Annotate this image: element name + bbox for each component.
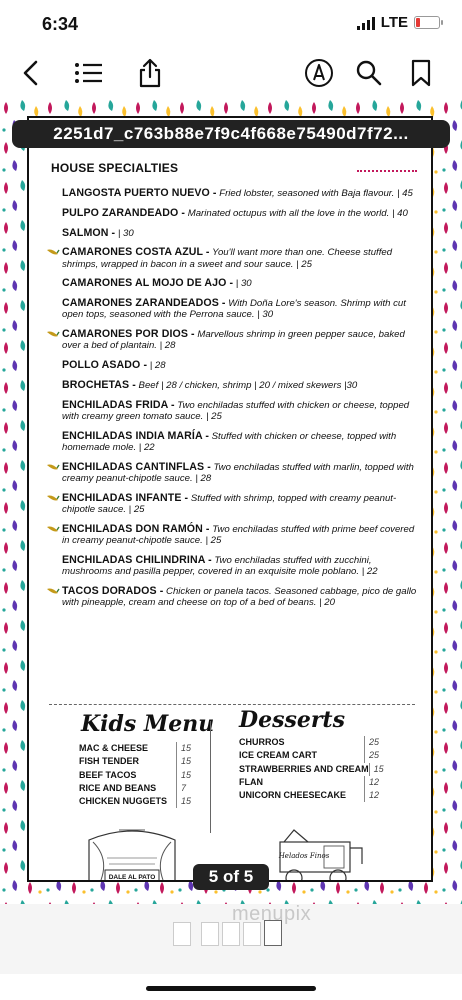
menu-item <box>62 380 422 391</box>
markup-button[interactable] <box>302 56 336 90</box>
menu-item <box>62 298 422 320</box>
section-title: HOUSE SPECIALTIES <box>51 161 179 175</box>
menu-item-name: CAMARONES POR DIOS - <box>62 328 195 341</box>
menu-item-price: | 28 <box>147 360 166 372</box>
search-button[interactable] <box>352 56 386 90</box>
menu-item <box>62 524 422 546</box>
ice-cream-cart-sketch <box>264 828 369 882</box>
menu-item-name: ENCHILADAS FRIDA - <box>62 398 175 411</box>
menu-item-name: SALMON - <box>62 226 116 239</box>
menu-item-description: Two enchiladas stuffed with chicken or cheese, topped with creamy green tomato sauce. <box>62 399 410 422</box>
menu-item-description: With Doña Lore's season. Shrimp with cut open tops, seasoned with the Perrona sauce. <box>62 298 406 321</box>
list-button[interactable] <box>72 56 106 90</box>
chili-icon <box>46 493 60 503</box>
row-price: 12 <box>364 789 389 802</box>
menu-row <box>239 736 389 749</box>
row-price: 15 <box>369 763 389 776</box>
column-divider <box>210 721 211 833</box>
row-price: 7 <box>176 782 197 795</box>
menu-item <box>62 493 422 515</box>
menu-item-name: ENCHILADAS INDIA MARÍA - <box>62 429 209 442</box>
row-name: CHURROS <box>239 737 285 747</box>
menu-item-name: ENCHILADAS CHILINDRINA - <box>62 553 212 566</box>
row-name: FLAN <box>239 776 263 787</box>
menu-item-price: | 25 <box>202 534 222 546</box>
menu-item-name: ENCHILADAS INFANTE - <box>62 491 189 504</box>
menu-item-price: | 30 <box>233 278 252 290</box>
battery-icon <box>414 16 440 29</box>
network-type: LTE <box>380 14 408 31</box>
desserts-list <box>239 736 389 802</box>
menu-row <box>239 789 389 802</box>
menu-item-description: Stuffed with shrimp, topped with creamy peanut-chipotle sauce. <box>62 492 397 515</box>
back-icon <box>19 60 43 86</box>
kids-menu-list <box>79 742 197 808</box>
menu-row <box>79 782 197 795</box>
page-indicator: 5 of 5 <box>193 864 269 890</box>
bookmark-icon <box>410 59 432 87</box>
row-name: STRAWBERRIES AND CREAM <box>239 763 369 774</box>
menu-item-description: Marvellous shrimp in green pepper sauce, baked over a bed of plantain. <box>62 329 405 352</box>
menu-item-name: PULPO ZARANDEADO - <box>62 206 186 219</box>
row-name: RICE AND BEANS <box>79 782 157 793</box>
row-name: BEEF TACOS <box>79 769 137 780</box>
menu-item-price: | 45 <box>394 188 413 199</box>
chili-icon <box>46 586 60 596</box>
menu-item-price: | 22 <box>359 565 378 577</box>
menu-item <box>62 247 422 269</box>
status-bar <box>0 0 462 46</box>
battery-fill <box>416 18 420 27</box>
sketch-right-label: Helados Finos <box>278 852 330 860</box>
menu-item-name: POLLO ASADO - <box>62 359 148 372</box>
menu-item-name: ENCHILADAS CANTINFLAS - <box>62 460 211 473</box>
menu-item-description: Chicken or panela tacos. Seasoned cabbage, pico de gallo with pineapple, cream and cheese on top of a bed of beans. <box>62 585 417 608</box>
menu-item-price: | 28 <box>192 472 212 484</box>
chili-icon <box>46 329 60 339</box>
menu-item-price: | 30 <box>254 309 274 321</box>
desserts-title: Desserts <box>239 707 345 733</box>
menu-item-name: BROCHETAS - <box>62 378 136 391</box>
row-price: 12 <box>364 776 389 789</box>
menu-item-name: ENCHILADAS DON RAMÓN - <box>62 522 210 535</box>
row-name: UNICORN CHEESECAKE <box>239 790 347 801</box>
menu-page <box>27 116 433 882</box>
menu-item-price: | 25 <box>126 503 145 515</box>
menu-item-name: CAMARONES AL MOJO DE AJO - <box>62 277 234 290</box>
menu-item-description: Fried lobster, seasoned with Baja flavour. <box>216 188 395 199</box>
menu-item-description: You'll want more than one. Cheese stuffed shrimps, wrapped in bacon in a sweet and sour sauce. <box>62 247 393 270</box>
menu-item-price: | 30 <box>115 227 134 239</box>
row-name: ICE CREAM CART <box>239 750 317 761</box>
row-price: 15 <box>176 742 197 755</box>
row-price: 25 <box>364 749 389 762</box>
menu-row <box>79 755 197 768</box>
menu-item <box>62 555 422 577</box>
menu-row <box>239 763 389 776</box>
section-separator <box>49 704 415 705</box>
stage-sketch-illustration <box>79 818 185 882</box>
menu-item <box>62 228 422 239</box>
signal-icon <box>357 16 375 30</box>
page-thumbnail[interactable] <box>201 922 219 946</box>
menu-row <box>239 749 389 762</box>
chili-icon <box>46 524 60 534</box>
menu-row <box>239 776 389 789</box>
dotted-divider <box>357 170 417 172</box>
menu-item-name: CAMARONES COSTA AZUL - <box>62 246 210 259</box>
menu-row <box>79 795 197 808</box>
menu-item <box>62 329 422 351</box>
markup-icon <box>304 58 334 88</box>
kids-menu-title: Kids Menu <box>81 711 215 737</box>
row-name: CHICKEN NUGGETS <box>79 796 168 807</box>
row-price: 15 <box>176 769 197 782</box>
toolbar <box>0 50 462 96</box>
watermark-text: menupix <box>232 903 312 925</box>
menu-item-name: TACOS DORADOS - <box>62 584 164 597</box>
status-time: 6:34 <box>42 14 79 34</box>
menu-item-price: | 25 <box>203 410 222 422</box>
status-icons <box>357 14 440 31</box>
home-indicator[interactable] <box>146 986 316 991</box>
chili-icon <box>46 462 60 472</box>
sketch-left-label: DALE AL PATO <box>108 874 156 881</box>
menu-item-price: | 25 <box>293 258 312 270</box>
page-thumbnail-strip[interactable] <box>0 904 462 974</box>
menu-item <box>62 360 422 371</box>
menu-item-price: | 20 <box>316 596 335 608</box>
menu-item <box>62 188 422 199</box>
page-thumbnail[interactable] <box>173 922 191 946</box>
menu-item <box>62 431 422 453</box>
menu-item <box>62 400 422 422</box>
menu-item-name: CAMARONES ZARANDEADOS - <box>62 297 226 310</box>
menu-item-description: Two enchiladas stuffed with marlin, topped with creamy peanut-chipotle sauce. <box>62 461 414 484</box>
house-specialties-list <box>62 188 422 617</box>
menu-row <box>79 742 197 755</box>
menu-item-description: Two enchiladas stuffed with prime beef covered in creamy peanut-chipotle sauce. <box>62 523 415 546</box>
search-icon <box>355 59 383 87</box>
menu-item-description: Beef | 28 / chicken, shrimp | 20 / mixed skewers |30 <box>135 379 358 391</box>
chili-icon <box>46 247 60 257</box>
menu-item-description: Marinated octupus with all the love in the world. <box>185 207 390 219</box>
menu-item <box>62 208 422 219</box>
menu-item-price: | 40 <box>389 207 408 219</box>
menu-item <box>62 586 422 608</box>
row-price: 15 <box>176 755 197 768</box>
row-price: 15 <box>176 795 197 808</box>
menu-item-price: | 22 <box>136 441 155 453</box>
list-icon <box>74 62 104 84</box>
menu-row <box>79 769 197 782</box>
row-price: 25 <box>364 736 389 749</box>
menu-item-description: Stuffed with chicken or cheese, topped with homemade mole. <box>62 430 397 453</box>
document-title-banner: 2251d7_c763b88e7f9c4f668e75490d7f72... <box>12 120 450 148</box>
bookmark-button[interactable] <box>404 56 438 90</box>
back-button[interactable] <box>14 56 48 90</box>
menu-item <box>62 462 422 484</box>
menu-item-description: Two enchiladas stuffed with zucchini, mushrooms and pasilla pepper, covered in an exquisite mole poblano. <box>62 554 372 577</box>
menu-item <box>62 278 422 289</box>
menu-item-price: | 28 <box>156 340 176 352</box>
share-button[interactable] <box>133 56 167 90</box>
row-name: FISH TENDER <box>79 756 140 767</box>
share-icon <box>137 58 163 88</box>
menu-item-name: LANGOSTA PUERTO NUEVO - <box>62 187 217 199</box>
row-name: MAC & CHEESE <box>79 743 149 753</box>
document-viewer[interactable] <box>0 98 462 904</box>
